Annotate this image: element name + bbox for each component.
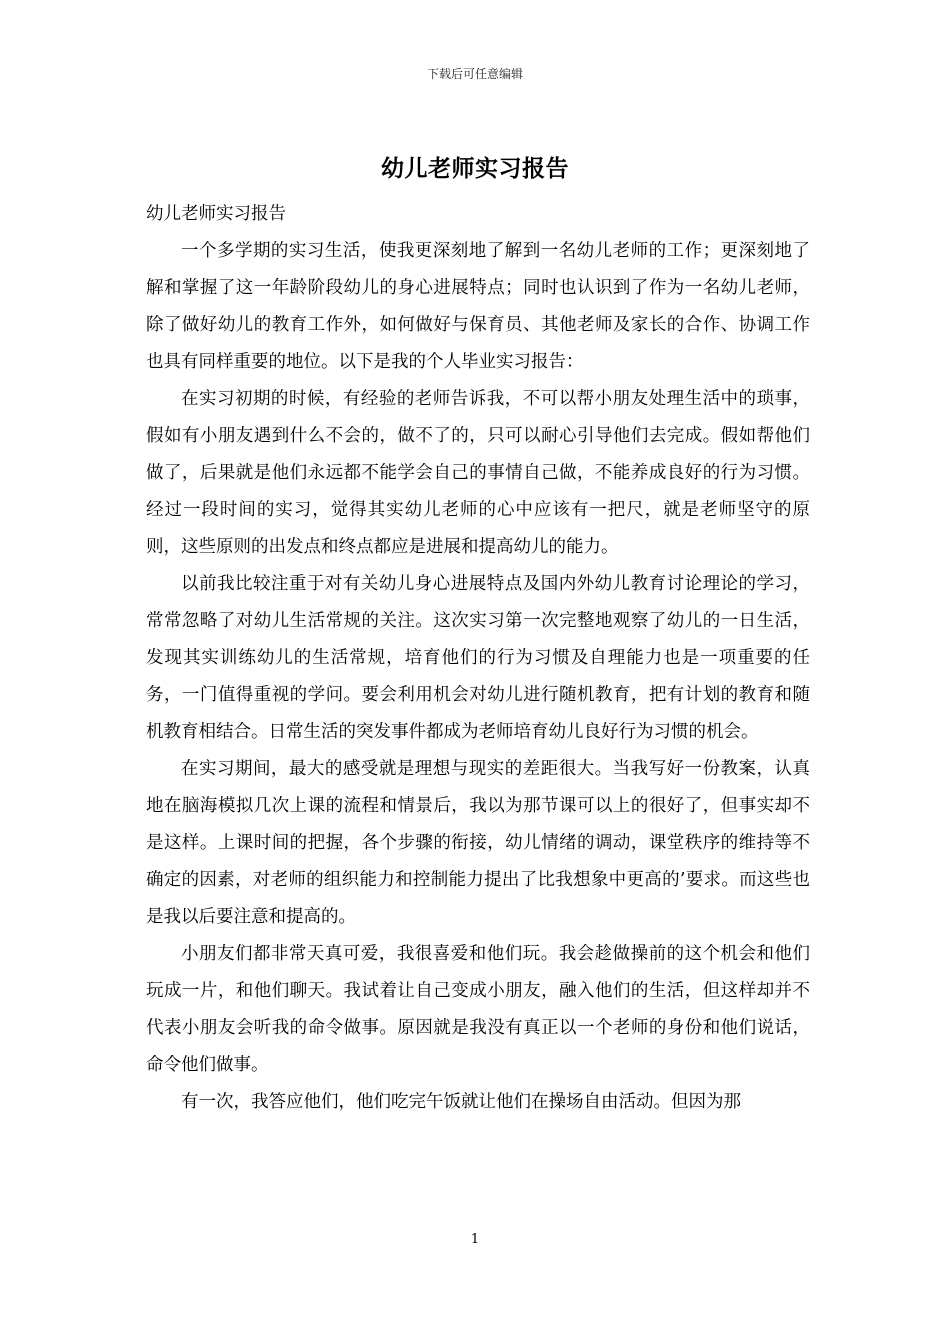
paragraph: 小朋友们都非常天真可爱，我很喜爱和他们玩。我会趁做操前的这个机会和他们玩成一片，和他们聊天。我试着让自己变成小朋友，融入他们的生活，但这样却并不代表小朋友会听我的命令做事。原因就是我没有真正以一个老师的身份和他们说话，命令他们做事。: [146, 944, 810, 1075]
paragraph: 在实习初期的时候，有经验的老师告诉我，不可以帮小朋友处理生活中的琐事，假如有小朋友遇到什么不会的，做不了的，只可以耐心引导他们去完成。假如帮他们做了，后果就是他们永远都不能学会自己的事情自己做，不能养成良好的行为习惯。经过一段时间的实习，觉得其实幼儿老师的心中应该有一把尺，就是老师坚守的原则，这些原则的出发点和终点都应是进展和提高幼儿的能力。: [146, 389, 810, 557]
document-subtitle: 幼儿老师实习报告: [146, 204, 286, 224]
paragraph: 有一次，我答应他们，他们吃完午饭就让他们在操场自由活动。但因为那: [181, 1092, 741, 1112]
document-title: 幼儿老师实习报告: [381, 155, 569, 182]
page-header-note: 下载后可任意编辑: [426, 67, 523, 81]
document-body: [146, 196, 810, 1121]
page-number: 1: [470, 1232, 480, 1247]
paragraph: 在实习期间，最大的感受就是理想与现实的差距很大。当我写好一份教案，认真地在脑海模拟几次上课的流程和情景后，我以为那节课可以上的很好了，但事实却不是这样。上课时间的把握，各个步骤的衔接，幼儿情绪的调动，课堂秩序的维持等不确定的因素，对老师的组织能力和控制能力提出了比我想象中更高的’要求。而这些也是我以后要注意和提高的。: [146, 759, 810, 927]
paragraph: 一个多学期的实习生活，使我更深刻地了解到一名幼儿老师的工作；更深刻地了解和掌握了这一年龄阶段幼儿的身心进展特点；同时也认识到了作为一名幼儿老师，除了做好幼儿的教育工作外，如何做好与保育员、其他老师及家长的合作、协调工作也具有同样重要的地位。以下是我的个人毕业实习报告：: [146, 241, 810, 372]
paragraph: 以前我比较注重于对有关幼儿身心进展特点及国内外幼儿教育讨论理论的学习，常常忽略了对幼儿生活常规的关注。这次实习第一次完整地观察了幼儿的一日生活，发现其实训练幼儿的生活常规，培育他们的行为习惯及自理能力也是一项重要的任务，一门值得重视的学问。要会利用机会对幼儿进行随机教育，把有计划的教育和随机教育相结合。日常生活的突发事件都成为老师培育幼儿良好行为习惯的机会。: [146, 574, 810, 742]
